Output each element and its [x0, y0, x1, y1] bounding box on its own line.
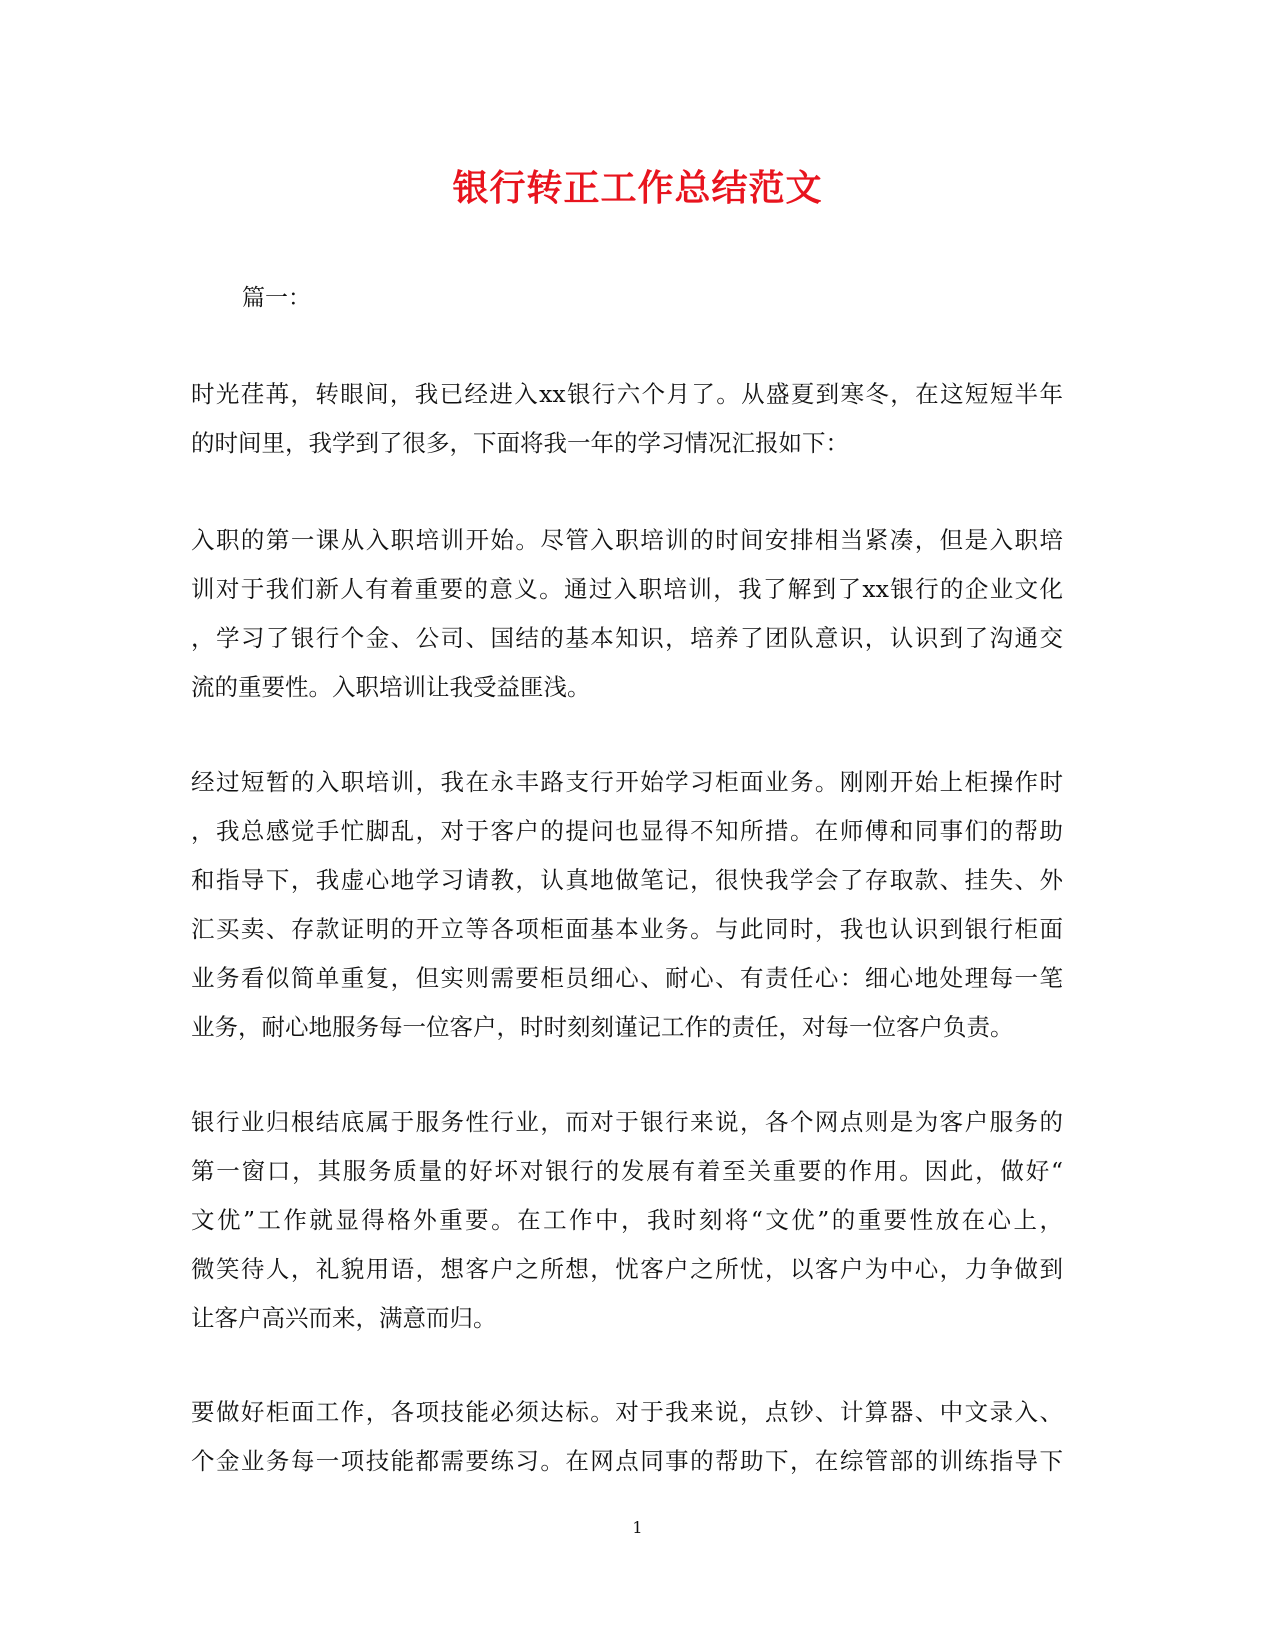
paragraph-line: 业务看似简单重复，但实则需要柜员细心、耐心、有责任心：细心地处理每一笔 — [191, 964, 1063, 992]
paragraph-line: 银行业归根结底属于服务性行业，而对于银行来说，各个网点则是为客户服务的 — [191, 1108, 1063, 1136]
paragraph-line: 时光荏苒，转眼间，我已经进入xx银行六个月了。从盛夏到寒冬，在这短短半年 — [191, 380, 1063, 408]
paragraph-line: 的时间里，我学到了很多，下面将我一年的学习情况汇报如下： — [191, 429, 849, 457]
paragraph-line: 经过短暂的入职培训，我在永丰路支行开始学习柜面业务。刚刚开始上柜操作时 — [191, 768, 1063, 796]
paragraph — [191, 1098, 1081, 1343]
paragraph-line: 第一窗口，其服务质量的好坏对银行的发展有着至关重要的作用。因此，做好“ — [191, 1157, 1063, 1185]
paragraph-line: 个金业务每一项技能都需要练习。在网点同事的帮助下，在综管部的训练指导下 — [191, 1447, 1063, 1475]
paragraph-line: 要做好柜面工作，各项技能必须达标。对于我来说，点钞、计算器、中文录入、 — [191, 1398, 1063, 1426]
paragraph-line: 业务，耐心地服务每一位客户，时时刻刻谨记工作的责任，对每一位客户负责。 — [191, 1013, 1014, 1041]
paragraph — [191, 1388, 1081, 1486]
paragraph-line: 让客户高兴而来，满意而归。 — [191, 1304, 497, 1332]
section-label: 篇一： — [242, 285, 311, 311]
paragraph-line: ，我总感觉手忙脚乱，对于客户的提问也显得不知所措。在师傅和同事们的帮助 — [191, 817, 1063, 845]
paragraph-line: 文优”工作就显得格外重要。在工作中，我时刻将“文优”的重要性放在心上， — [191, 1206, 1063, 1234]
paragraph-line: 入职的第一课从入职培训开始。尽管入职培训的时间安排相当紧凑，但是入职培 — [191, 526, 1063, 554]
document-title: 银行转正工作总结范文 — [452, 167, 823, 209]
paragraph-line: 流的重要性。入职培训让我受益匪浅。 — [191, 673, 591, 701]
paragraph-line: 和指导下，我虚心地学习请教，认真地做笔记，很快我学会了存取款、挂失、外 — [191, 866, 1063, 894]
paragraph — [191, 758, 1081, 1052]
paragraph — [191, 370, 1081, 468]
paragraph-line: 汇买卖、存款证明的开立等各项柜面基本业务。与此同时，我也认识到银行柜面 — [191, 915, 1063, 943]
paragraph-line: 微笑待人，礼貌用语，想客户之所想，忧客户之所忧，以客户为中心，力争做到 — [191, 1255, 1063, 1283]
page-number: 1 — [632, 1518, 643, 1537]
paragraph-line: 训对于我们新人有着重要的意义。通过入职培训，我了解到了xx银行的企业文化 — [191, 575, 1063, 603]
paragraph-line: ，学习了银行个金、公司、国结的基本知识，培养了团队意识，认识到了沟通交 — [191, 624, 1063, 652]
paragraph — [191, 516, 1081, 712]
